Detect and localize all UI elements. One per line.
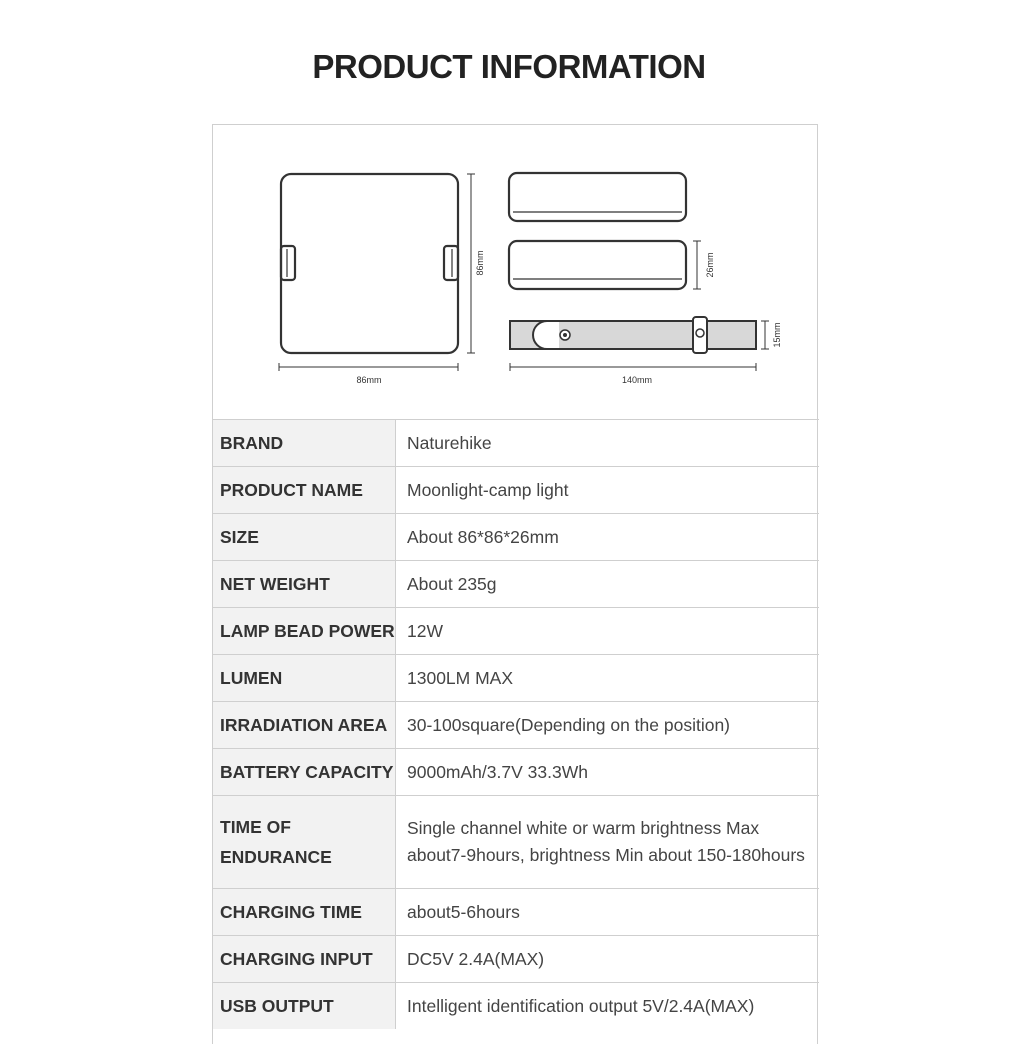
spec-value: 1300LM MAX bbox=[407, 667, 514, 688]
strap-length-dimension bbox=[510, 363, 756, 371]
page-title: PRODUCT INFORMATION bbox=[312, 48, 706, 85]
spec-label: CHARGING INPUT bbox=[213, 936, 396, 982]
spec-label: PRODUCT NAME bbox=[213, 467, 396, 513]
top-view-drawing bbox=[509, 173, 686, 221]
strap-height-label: 15mm bbox=[772, 322, 782, 348]
spec-value: Moonlight-camp light bbox=[407, 479, 569, 500]
spec-label: TIME OF ENDURANCE bbox=[213, 796, 396, 888]
spec-row-lamp-bead-power bbox=[213, 607, 819, 654]
spec-value: DC5V 2.4A(MAX) bbox=[407, 948, 545, 969]
spec-row-net-weight bbox=[213, 560, 819, 607]
front-width-dimension bbox=[279, 363, 458, 371]
spec-row-irradiation-area bbox=[213, 701, 819, 748]
spec-value: About 86*86*26mm bbox=[407, 526, 559, 547]
product-info-sheet bbox=[212, 124, 818, 1044]
spec-label: BRAND bbox=[213, 420, 396, 466]
side-height-label: 26mm bbox=[705, 252, 715, 278]
front-view-drawing bbox=[281, 174, 458, 353]
spec-label: USB OUTPUT bbox=[213, 983, 396, 1029]
strap-drawing bbox=[510, 317, 756, 353]
spec-row-charging-input bbox=[213, 935, 819, 982]
strap-height-dimension bbox=[761, 321, 769, 349]
spec-value: 9000mAh/3.7V 33.3Wh bbox=[407, 761, 588, 782]
spec-label: LUMEN bbox=[213, 655, 396, 701]
spec-row-product-name bbox=[213, 466, 819, 513]
spec-label: LAMP BEAD POWER bbox=[213, 608, 396, 654]
spec-label: SIZE bbox=[213, 514, 396, 560]
spec-value: Single channel white or warm brightness Max about7-9hours, brightness Min about 150-180hours bbox=[407, 818, 805, 865]
spec-value: Intelligent identification output 5V/2.4A(MAX) bbox=[407, 995, 755, 1016]
spec-row-size bbox=[213, 513, 819, 560]
spec-value: Naturehike bbox=[407, 432, 492, 453]
spec-table bbox=[213, 419, 819, 1029]
front-width-label: 86mm bbox=[356, 375, 382, 385]
spec-label: IRRADIATION AREA bbox=[213, 702, 396, 748]
spec-value: 12W bbox=[407, 620, 443, 641]
spec-label: BATTERY CAPACITY bbox=[213, 749, 396, 795]
spec-row-brand bbox=[213, 419, 819, 466]
spec-label: NET WEIGHT bbox=[213, 561, 396, 607]
spec-row-usb-output bbox=[213, 982, 819, 1029]
side-view-drawing bbox=[509, 241, 686, 289]
strap-length-label: 140mm bbox=[621, 375, 653, 385]
spec-row-battery-capacity bbox=[213, 748, 819, 795]
front-height-dimension bbox=[467, 174, 475, 353]
spec-value: About 235g bbox=[407, 573, 497, 594]
spec-value: 30-100square(Depending on the position) bbox=[407, 714, 731, 735]
spec-row-time-of-endurance bbox=[213, 795, 819, 888]
dimension-diagram bbox=[213, 125, 819, 419]
front-height-label: 86mm bbox=[475, 250, 485, 276]
spec-label: CHARGING TIME bbox=[213, 889, 396, 935]
spec-row-lumen bbox=[213, 654, 819, 701]
side-height-dimension bbox=[693, 241, 701, 289]
spec-row-charging-time bbox=[213, 888, 819, 935]
spec-value: about5-6hours bbox=[407, 901, 520, 922]
